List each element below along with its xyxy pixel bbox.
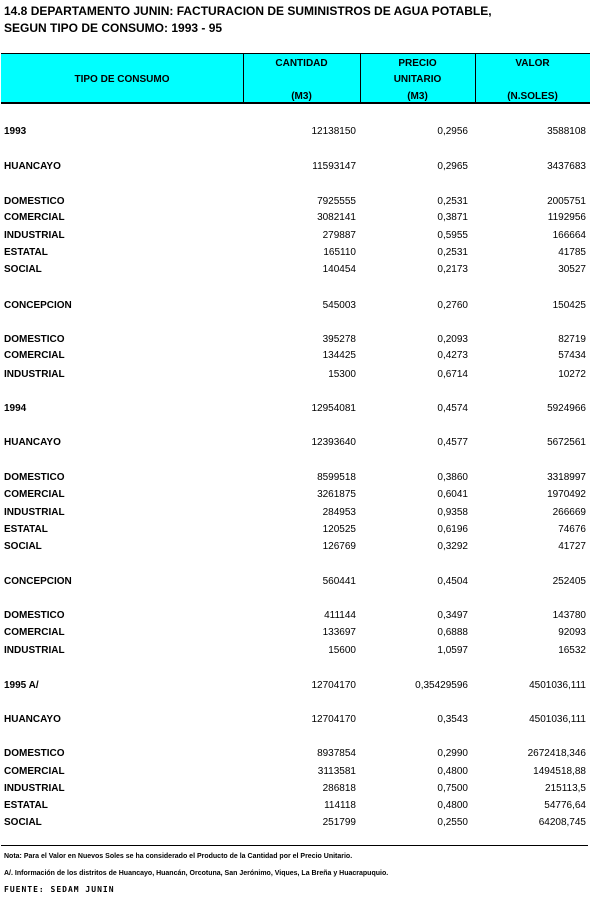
- header-cantidad-unit: (M3): [291, 91, 312, 102]
- valor-cell: 252405: [552, 576, 586, 587]
- precio-cell: 0,2093: [437, 334, 468, 345]
- valor-cell: 41785: [558, 247, 586, 258]
- valor-cell: 57434: [558, 350, 586, 361]
- table-row: [0, 126, 590, 142]
- table-row: [0, 748, 590, 764]
- cantidad-cell: 279887: [322, 230, 356, 241]
- table-row: [0, 783, 590, 799]
- cantidad-cell: 133697: [322, 627, 356, 638]
- table-row: [0, 212, 590, 228]
- row-label: ESTATAL: [4, 800, 48, 811]
- precio-cell: 0,4574: [437, 403, 468, 414]
- table-title: [4, 3, 492, 37]
- cantidad-cell: 251799: [322, 817, 356, 828]
- row-label: DOMESTICO: [4, 472, 65, 483]
- precio-cell: 0,9358: [437, 507, 468, 518]
- precio-cell: 0,2173: [437, 264, 468, 275]
- valor-cell: 10272: [558, 369, 586, 380]
- cantidad-cell: 15600: [328, 645, 356, 656]
- valor-cell: 5924966: [547, 403, 586, 414]
- cantidad-cell: 114118: [324, 800, 356, 811]
- precio-cell: 0,6196: [437, 524, 468, 535]
- valor-cell: 74676: [558, 524, 586, 535]
- table-row: [0, 161, 590, 177]
- table-row: [0, 714, 590, 730]
- row-label: COMERCIAL: [4, 350, 65, 361]
- valor-cell: 1494518,88: [533, 766, 586, 777]
- cantidad-cell: 3082141: [317, 212, 356, 223]
- precio-cell: 0,3292: [437, 541, 468, 552]
- valor-cell: 41727: [558, 541, 586, 552]
- table-row: [0, 800, 590, 816]
- precio-cell: 0,6041: [437, 489, 468, 500]
- table-row: [0, 264, 590, 280]
- table-row: [0, 247, 590, 263]
- row-label: HUANCAYO: [4, 437, 61, 448]
- table-row: [0, 334, 590, 350]
- precio-cell: 0,5955: [437, 230, 468, 241]
- row-label: CONCEPCION: [4, 576, 72, 587]
- row-label: HUANCAYO: [4, 161, 61, 172]
- precio-cell: 0,4800: [437, 766, 468, 777]
- row-label: SOCIAL: [4, 264, 42, 275]
- table-row: [0, 627, 590, 643]
- valor-cell: 266669: [552, 507, 586, 518]
- cantidad-cell: 12704170: [311, 680, 356, 691]
- table-row: [0, 196, 590, 212]
- precio-cell: 0,4800: [437, 800, 468, 811]
- precio-cell: 0,2550: [437, 817, 468, 828]
- cantidad-cell: 8599518: [317, 472, 356, 483]
- precio-cell: 0,2990: [437, 748, 468, 759]
- precio-cell: 0,4273: [437, 350, 468, 361]
- valor-cell: 3437683: [547, 161, 586, 172]
- row-label: ESTATAL: [4, 247, 48, 258]
- valor-cell: 4501036,111: [529, 680, 586, 691]
- precio-cell: 1,0597: [437, 645, 468, 656]
- header-valor-unit: (N.SOLES): [507, 91, 558, 102]
- valor-cell: 16532: [558, 645, 586, 656]
- precio-cell: 0,7500: [437, 783, 468, 794]
- row-label: DOMESTICO: [4, 196, 65, 207]
- table-row: [0, 645, 590, 661]
- header-precio-cell: [360, 54, 476, 102]
- row-label: COMERCIAL: [4, 212, 65, 223]
- row-label: SOCIAL: [4, 817, 42, 828]
- valor-cell: 2005751: [547, 196, 586, 207]
- row-label: DOMESTICO: [4, 610, 65, 621]
- cantidad-cell: 7925555: [317, 196, 356, 207]
- title-line-1: 14.8 DEPARTAMENTO JUNIN: FACTURACION DE SUMINISTROS DE AGUA POTABLE,: [4, 4, 492, 18]
- row-label: COMERCIAL: [4, 766, 65, 777]
- row-label: HUANCAYO: [4, 714, 61, 725]
- table-row: [0, 817, 590, 833]
- row-label: INDUSTRIAL: [4, 507, 65, 518]
- valor-cell: 5672561: [547, 437, 586, 448]
- header-precio-line2: UNITARIO: [393, 74, 442, 85]
- cantidad-cell: 126769: [322, 541, 356, 552]
- row-label: 1995 A/: [4, 680, 39, 691]
- cantidad-cell: 140454: [322, 264, 356, 275]
- table-row: [0, 403, 590, 419]
- footer-rule: [1, 845, 588, 846]
- cantidad-cell: 12704170: [311, 714, 356, 725]
- header-precio-line1: PRECIO: [398, 58, 437, 69]
- row-label: ESTATAL: [4, 524, 48, 535]
- precio-cell: 0,3543: [437, 714, 468, 725]
- precio-cell: 0,2760: [437, 300, 468, 311]
- valor-cell: 166664: [552, 230, 586, 241]
- header-tipo-cell: [1, 54, 244, 102]
- header-valor: VALOR: [515, 58, 550, 69]
- precio-cell: 0,6888: [437, 627, 468, 638]
- table-row: [0, 507, 590, 523]
- row-label: COMERCIAL: [4, 489, 65, 500]
- table-row: [0, 524, 590, 540]
- title-line-2: SEGUN TIPO DE CONSUMO: 1993 - 95: [4, 21, 223, 35]
- cantidad-cell: 8937854: [317, 748, 356, 759]
- valor-cell: 150425: [552, 300, 586, 311]
- valor-cell: 3588108: [547, 126, 586, 137]
- table-row: [0, 300, 590, 316]
- table-row: [0, 369, 590, 385]
- cantidad-cell: 284953: [322, 507, 356, 518]
- table-header: [1, 53, 590, 104]
- cantidad-cell: 411144: [324, 610, 356, 621]
- cantidad-cell: 560441: [322, 576, 356, 587]
- row-label: SOCIAL: [4, 541, 42, 552]
- cantidad-cell: 545003: [322, 300, 356, 311]
- row-label: INDUSTRIAL: [4, 369, 65, 380]
- table-row: [0, 437, 590, 453]
- row-label: 1993: [4, 126, 27, 137]
- cantidad-cell: 3261875: [317, 489, 356, 500]
- cantidad-cell: 134425: [322, 350, 356, 361]
- row-label: 1994: [4, 403, 27, 414]
- table-row: [0, 680, 590, 696]
- precio-cell: 0,3860: [437, 472, 468, 483]
- precio-cell: 0,2531: [437, 196, 468, 207]
- valor-cell: 3318997: [547, 472, 586, 483]
- cantidad-cell: 3113581: [317, 766, 356, 777]
- valor-cell: 4501036,111: [529, 714, 586, 725]
- cantidad-cell: 286818: [322, 783, 356, 794]
- cantidad-cell: 12138150: [311, 126, 356, 137]
- row-label: DOMESTICO: [4, 334, 65, 345]
- table-row: [0, 576, 590, 592]
- precio-cell: 0,3497: [437, 610, 468, 621]
- cantidad-cell: 15300: [328, 369, 356, 380]
- cantidad-cell: 12393640: [311, 437, 356, 448]
- table-row: [0, 489, 590, 505]
- row-label: COMERCIAL: [4, 627, 65, 638]
- precio-cell: 0,6714: [437, 369, 468, 380]
- header-tipo: TIPO DE CONSUMO: [74, 74, 170, 85]
- precio-cell: 0,35429596: [415, 680, 468, 691]
- precio-cell: 0,2965: [437, 161, 468, 172]
- precio-cell: 0,2531: [437, 247, 468, 258]
- header-cantidad: CANTIDAD: [275, 58, 328, 69]
- row-label: INDUSTRIAL: [4, 230, 65, 241]
- valor-cell: 54776,64: [544, 800, 586, 811]
- precio-cell: 0,2956: [437, 126, 468, 137]
- row-label: DOMESTICO: [4, 748, 65, 759]
- valor-cell: 2672418,346: [527, 748, 586, 759]
- valor-cell: 1970492: [547, 489, 586, 500]
- valor-cell: 1192956: [547, 212, 586, 223]
- table-row: [0, 766, 590, 782]
- header-valor-cell: [475, 54, 590, 102]
- precio-cell: 0,4577: [437, 437, 468, 448]
- table-row: [0, 472, 590, 488]
- table-row: [0, 541, 590, 557]
- footnote-nota: Nota: Para el Valor en Nuevos Soles se ha considerado el Producto de la Cantidad por el Precio Unitario.: [4, 853, 353, 860]
- header-precio-unit: (M3): [407, 91, 428, 102]
- table-row: [0, 350, 590, 366]
- precio-cell: 0,4504: [437, 576, 468, 587]
- row-label: INDUSTRIAL: [4, 645, 65, 656]
- cantidad-cell: 12954081: [311, 403, 356, 414]
- valor-cell: 215113,5: [545, 783, 586, 794]
- cantidad-cell: 165110: [323, 247, 356, 258]
- valor-cell: 82719: [558, 334, 586, 345]
- source-note: FUENTE: SEDAM JUNIN: [4, 885, 115, 894]
- valor-cell: 30527: [558, 264, 586, 275]
- cantidad-cell: 120525: [322, 524, 356, 535]
- cantidad-cell: 395278: [322, 334, 356, 345]
- row-label: CONCEPCION: [4, 300, 72, 311]
- cantidad-cell: 11593147: [312, 161, 356, 172]
- precio-cell: 0,3871: [437, 212, 468, 223]
- table-row: [0, 610, 590, 626]
- table-row: [0, 230, 590, 246]
- row-label: INDUSTRIAL: [4, 783, 65, 794]
- footnote-a: A/. Información de los distritos de Huancayo, Huancán, Orcotuna, San Jerónimo, Viques, La Breña y Huacrapuquio.: [4, 870, 389, 877]
- valor-cell: 92093: [558, 627, 586, 638]
- header-cantidad-cell: [243, 54, 361, 102]
- valor-cell: 143780: [552, 610, 586, 621]
- valor-cell: 64208,745: [538, 817, 586, 828]
